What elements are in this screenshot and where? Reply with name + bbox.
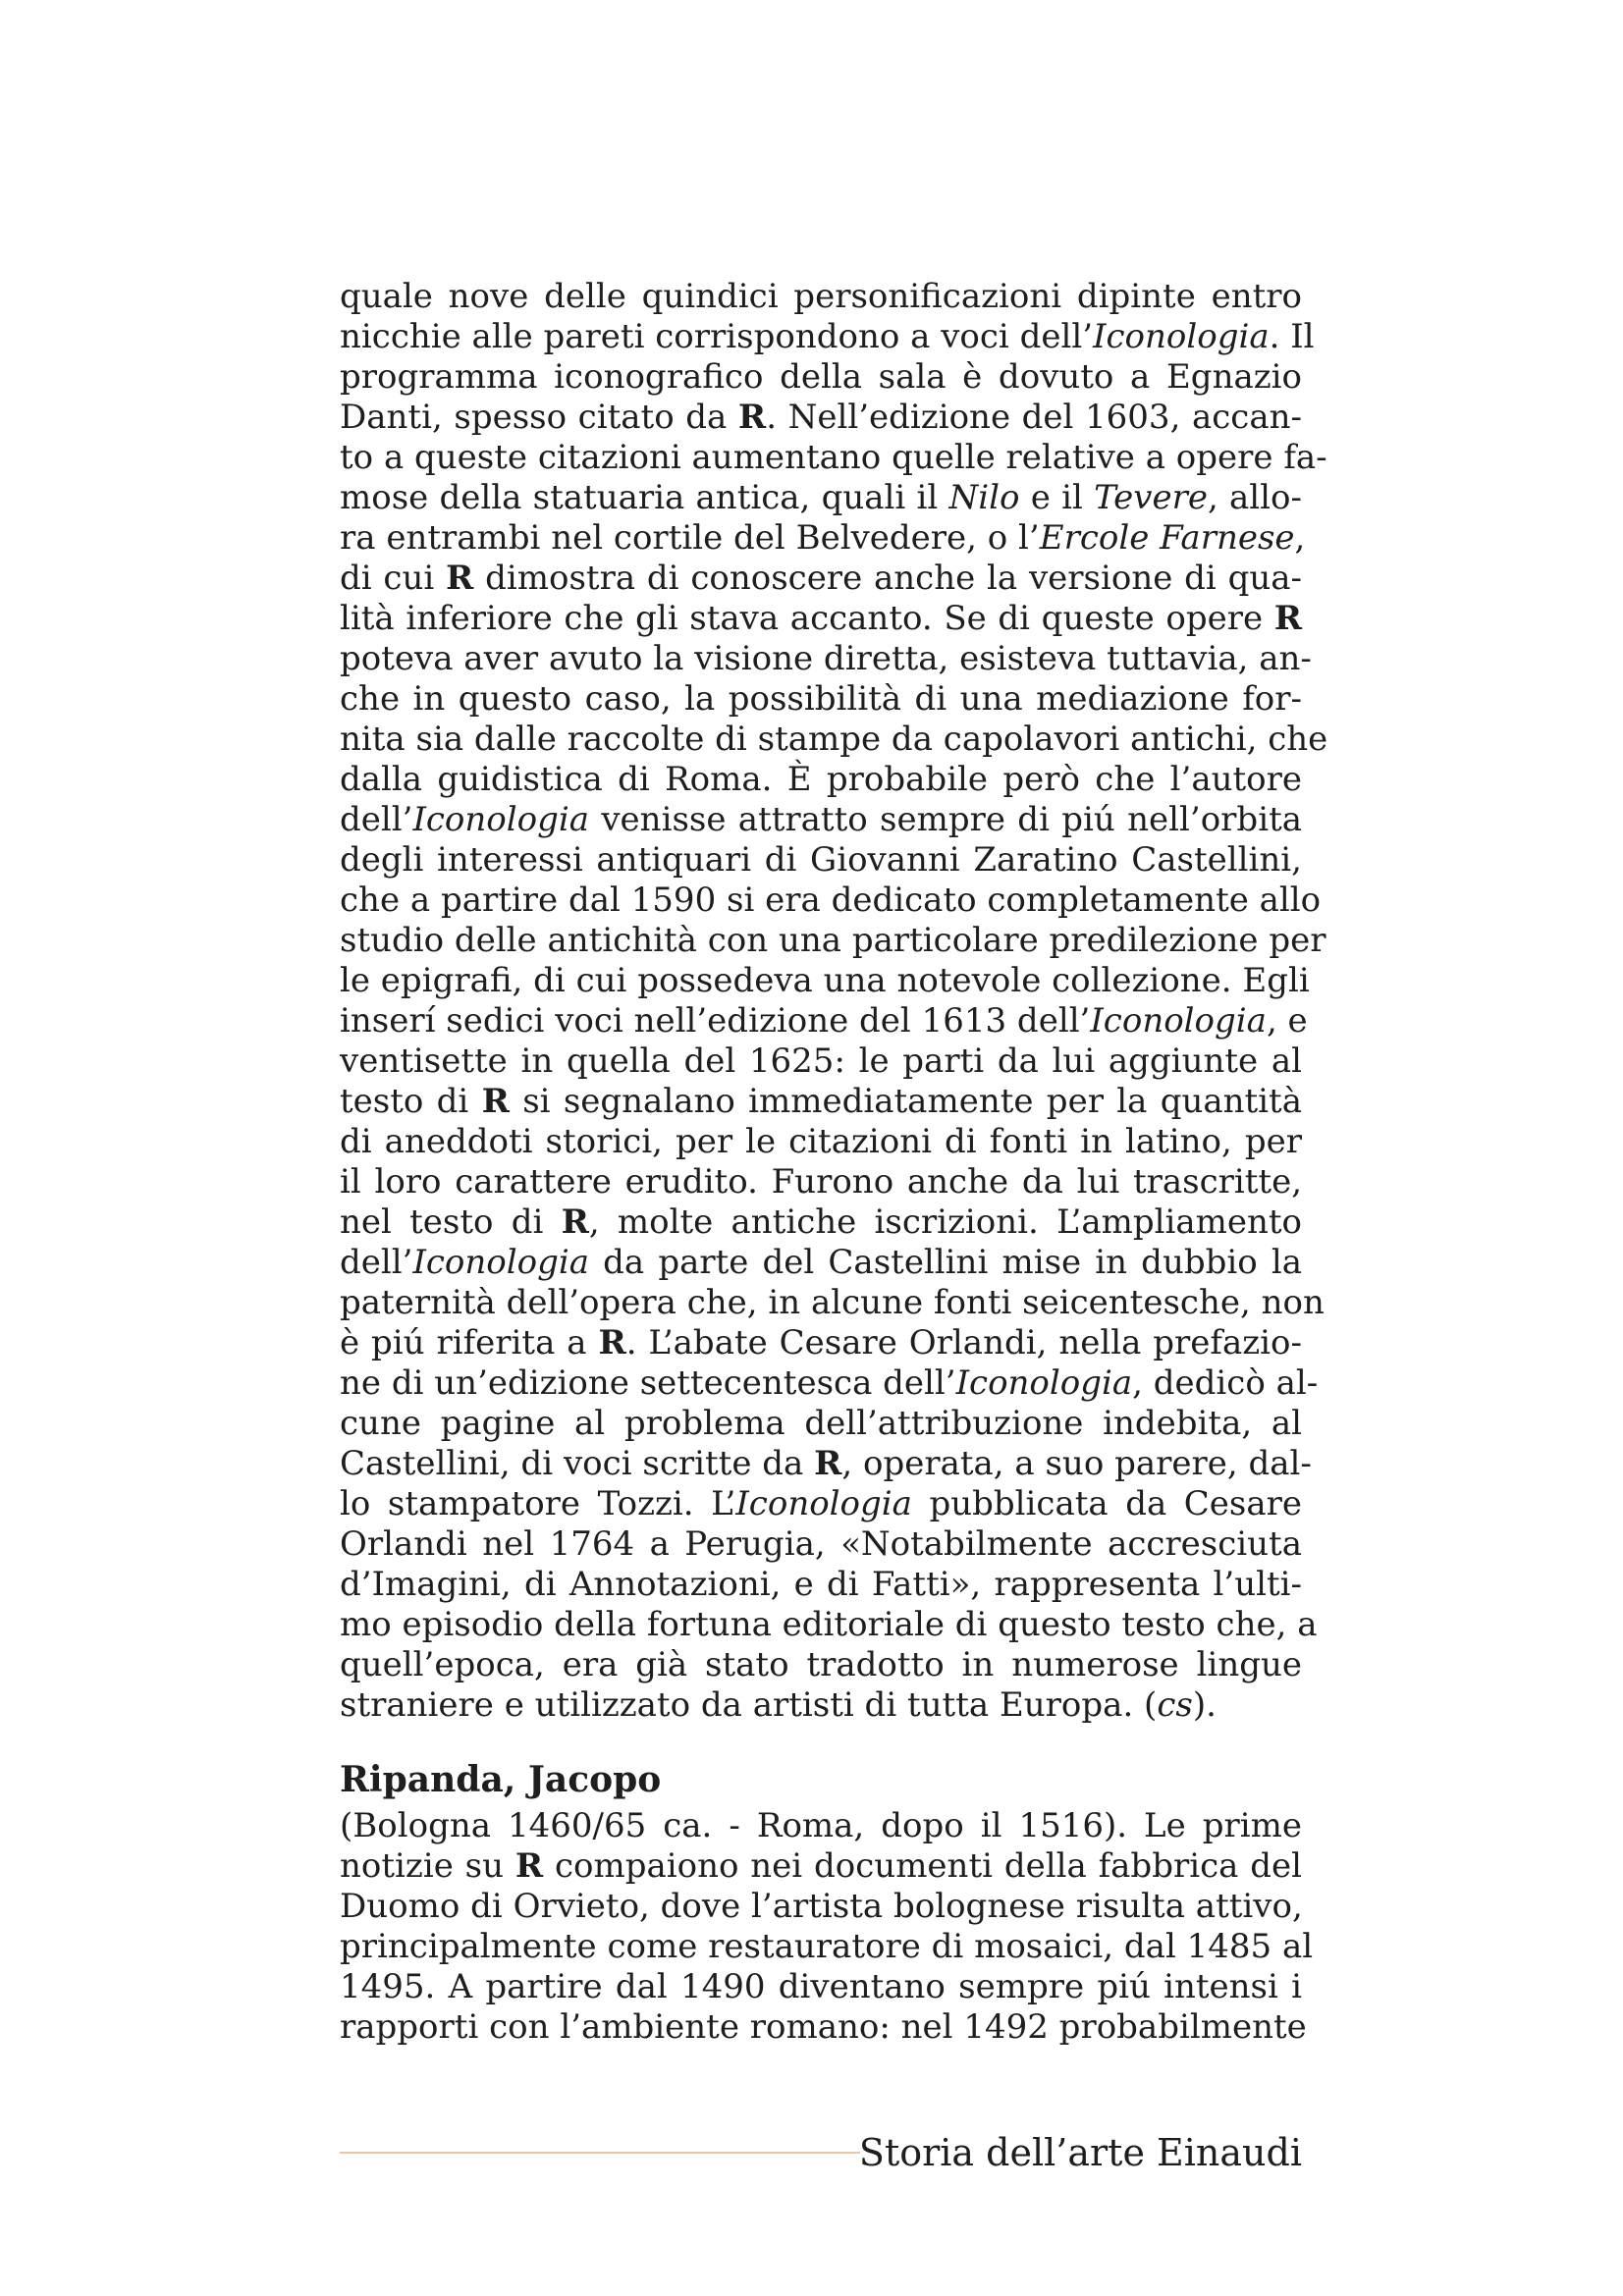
text-span: inserí sedici voci nell’edizione del 1613 dell’: [340, 1001, 1091, 1041]
text-span: e il: [1019, 478, 1095, 517]
text-line: [340, 357, 1302, 398]
text-line: [340, 921, 1326, 961]
page-content: [340, 277, 1328, 2048]
text-span: rapporti con l’ambiente romano: nel 1492 probabilmente: [340, 2007, 1307, 2047]
text-span: compaiono nei documenti della fabbrica del: [543, 1846, 1302, 1886]
text-span: 1495. A partire dal 1490 diventano sempre piú intensi i: [340, 1967, 1302, 2006]
text-line: [340, 317, 1315, 357]
text-span: , allo-: [1207, 478, 1302, 517]
text-span: studio delle antichità con una particolare predilezione per: [340, 921, 1326, 960]
text-span: dell’: [340, 1243, 413, 1282]
text-line: [340, 518, 1306, 559]
text-line: [340, 1685, 1302, 1726]
text-span: nita sia dalle raccolte di stampe da capolavori antichi, che: [340, 720, 1328, 759]
italic-span: Iconologia: [1093, 317, 1270, 356]
text-span: (Bologna 1460/65 ca. - Roma, dopo il 1516). Le prime: [340, 1806, 1302, 1845]
text-line: [340, 1806, 1302, 1846]
text-line: [340, 840, 1302, 881]
text-span: le epigrafi, di cui possedeva una notevole collezione. Egli: [340, 961, 1310, 1000]
text-span: che a partire dal 1590 si era dedicato completamente allo: [340, 881, 1322, 920]
text-span: poteva aver avuto la visione diretta, esisteva tuttavia, an-: [340, 639, 1312, 678]
text-span: che in questo caso, la possibilità di una mediazione for-: [340, 679, 1302, 719]
text-line: [340, 1202, 1302, 1243]
text-span: testo di: [340, 1082, 482, 1121]
text-line: [340, 1122, 1302, 1162]
text-span: . Il: [1269, 317, 1315, 356]
text-span: di aneddoti storici, per le citazioni di fonti in latino, per: [340, 1122, 1302, 1161]
text-span: programma iconografico della sala è dovuto a Egnazio: [340, 357, 1302, 397]
bold-span: R: [598, 1323, 626, 1362]
text-line: [340, 1323, 1302, 1363]
text-line: [340, 478, 1302, 518]
text-span: nicchie alle pareti corrispondono a voci dell’: [340, 317, 1094, 356]
text-line: [340, 398, 1302, 438]
text-line: [340, 1363, 1319, 1404]
text-span: Duomo di Orvieto, dove l’artista bolognese risulta attivo,: [340, 1887, 1303, 1926]
italic-span: Ercole Farnese: [1039, 518, 1295, 558]
text-line: [340, 2007, 1307, 2048]
text-span: pubblicata da Cesare: [911, 1484, 1302, 1523]
text-span: , operata, a suo parere, dal-: [841, 1444, 1312, 1483]
text-span: dimostra di conoscere anche la versione di qua-: [473, 559, 1302, 598]
text-span: ,: [1294, 518, 1306, 558]
text-line: [340, 277, 1302, 317]
text-line: [340, 1444, 1312, 1484]
bold-span: R: [514, 1846, 544, 1886]
bold-span: R: [481, 1082, 510, 1121]
text-line: [340, 800, 1302, 840]
bold-span: R: [1273, 599, 1302, 638]
text-span: notizie su: [340, 1846, 515, 1886]
text-line: [340, 1283, 1325, 1323]
text-line: [340, 1887, 1302, 1927]
text-line: [340, 1243, 1302, 1283]
text-span: ).: [1192, 1685, 1217, 1725]
text-line: [340, 1082, 1302, 1122]
text-span: ra entrambi nel cortile del Belvedere, o l’: [340, 518, 1040, 558]
text-line: [340, 1162, 1302, 1202]
page-footer: [340, 2130, 1302, 2175]
text-span: . L’abate Cesare Orlandi, nella prefazio-: [625, 1323, 1302, 1362]
text-span: quell’epoca, era già stato tradotto in numerose lingue: [340, 1645, 1302, 1684]
text-line: [340, 1484, 1302, 1524]
italic-span: Iconologia: [1090, 1001, 1267, 1041]
italic-span: cs: [1157, 1685, 1193, 1725]
text-span: ventisette in quella del 1625: le parti da lui aggiunte al: [340, 1041, 1302, 1081]
text-span: ne di un’edizione settecentesca dell’: [340, 1363, 956, 1403]
text-span: dalla guidistica di Roma. È probabile però che l’autore: [340, 760, 1302, 799]
text-span: to a queste citazioni aumentano quelle relative a opere fa-: [340, 438, 1327, 477]
text-span: , dedicò al-: [1132, 1363, 1319, 1403]
text-span: da parte del Castellini mise in dubbio la: [589, 1243, 1302, 1282]
text-span: lo stampatore Tozzi. L’: [340, 1484, 736, 1523]
text-line: [340, 1001, 1308, 1041]
text-line: [340, 881, 1322, 921]
text-line: [340, 961, 1310, 1001]
text-line: [340, 1846, 1302, 1887]
italic-span: Tevere: [1094, 478, 1208, 517]
text-line: [340, 760, 1302, 800]
text-line: [340, 438, 1327, 478]
text-span: straniere e utilizzato da artisti di tutta Europa. (: [340, 1685, 1158, 1725]
italic-span: Iconologia: [412, 800, 590, 839]
italic-span: Nilo: [948, 478, 1020, 517]
text-line: [340, 1967, 1302, 2007]
text-span: , e: [1266, 1001, 1308, 1041]
italic-span: Iconologia: [412, 1243, 590, 1282]
text-span: paternità dell’opera che, in alcune fonti seicentesche, non: [340, 1283, 1325, 1322]
text-line: [340, 1041, 1302, 1082]
body-paragraph: [340, 277, 1328, 1726]
text-span: Orlandi nel 1764 a Perugia, «Notabilmente accresciuta: [340, 1524, 1302, 1564]
text-line: [340, 639, 1312, 679]
text-span: , molte antiche iscrizioni. L’ampliamento: [588, 1202, 1302, 1242]
entry-paragraph: [340, 1806, 1314, 2048]
bold-span: R: [561, 1202, 589, 1242]
footer-rule: [340, 2152, 860, 2154]
text-span: di cui: [340, 559, 447, 598]
text-line: [340, 1565, 1302, 1605]
text-line: [340, 679, 1302, 720]
footer-title: Storia dell’arte Einaudi: [858, 2131, 1302, 2174]
italic-span: Iconologia: [735, 1484, 912, 1523]
text-line: [340, 720, 1328, 760]
text-span: lità inferiore che gli stava accanto. Se di queste opere: [340, 599, 1274, 638]
text-span: . Nell’edizione del 1603, accan-: [766, 398, 1302, 437]
text-span: dell’: [340, 800, 413, 839]
text-span: cune pagine al problema dell’attribuzione indebita, al: [340, 1404, 1302, 1443]
italic-span: Iconologia: [955, 1363, 1133, 1403]
text-span: Danti, spesso citato da: [340, 398, 738, 437]
text-span: venisse attratto sempre di piú nell’orbita: [589, 800, 1302, 839]
text-span: nel testo di: [340, 1202, 562, 1242]
text-span: si segnalano immediatamente per la quantità: [509, 1082, 1302, 1121]
text-line: [340, 1404, 1302, 1444]
text-span: d’Imagini, di Annotazioni, e di Fatti», rappresenta l’ulti-: [340, 1565, 1302, 1604]
text-line: [340, 599, 1302, 639]
text-line: [340, 1927, 1314, 1967]
text-span: principalmente come restauratore di mosaici, dal 1485 al: [340, 1927, 1314, 1966]
text-line: [340, 559, 1302, 599]
bold-span: R: [737, 398, 767, 437]
text-span: quale nove delle quindici personificazioni dipinte entro: [340, 277, 1302, 316]
text-span: mo episodio della fortuna editoriale di questo testo che, a: [340, 1605, 1318, 1644]
text-line: [340, 1524, 1302, 1565]
bold-span: R: [814, 1444, 842, 1483]
bold-span: R: [446, 559, 474, 598]
text-span: Castellini, di voci scritte da: [340, 1444, 815, 1483]
entry-heading: Ripanda, Jacopo: [340, 1759, 662, 1800]
text-line: [340, 1605, 1318, 1645]
text-span: è piú riferita a: [340, 1323, 599, 1362]
text-span: mose della statuaria antica, quali il: [340, 478, 949, 517]
text-line: [340, 1645, 1302, 1685]
text-span: il loro carattere erudito. Furono anche da lui trascritte,: [340, 1162, 1302, 1201]
text-span: degli interessi antiquari di Giovanni Zaratino Castellini,: [340, 840, 1302, 880]
